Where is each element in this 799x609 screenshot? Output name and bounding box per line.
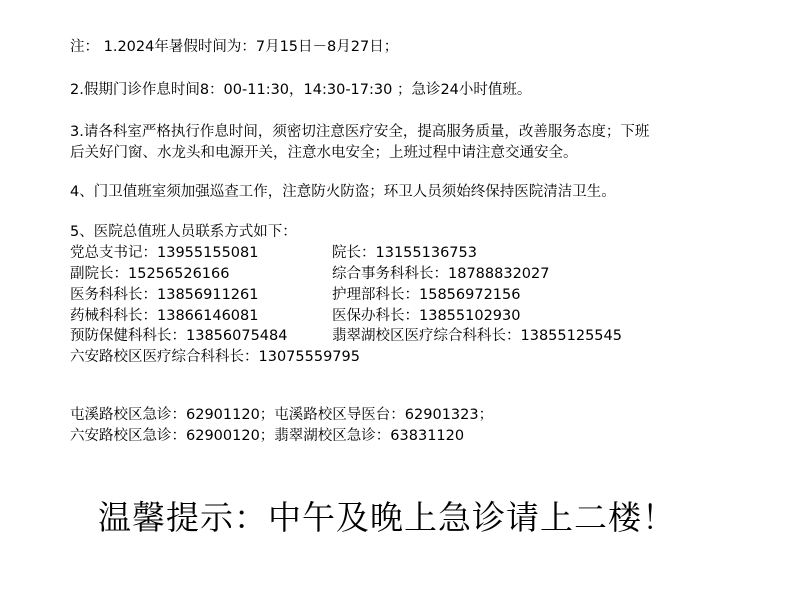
contact-nursing-chief: 护理部科长：15856972156	[332, 287, 521, 303]
contact-president: 院长：13155136753	[332, 245, 477, 261]
emergency-line-2: 六安路校区急诊：62900120；翡翠湖校区急诊：63831120	[70, 428, 465, 444]
contact-preventive-care-chief: 预防保健科科长：13856075484	[70, 328, 288, 344]
contact-feicuihu-campus-chief: 翡翠湖校区医疗综合科科长：13855125545	[332, 328, 622, 344]
contact-luan-road-campus-chief: 六安路校区医疗综合科科长：13075559795	[70, 349, 360, 365]
contact-vice-president: 副院长：15256526166	[70, 266, 230, 282]
emergency-line-1: 屯溪路校区急诊：62901120；屯溪路校区导医台：62901323；	[70, 407, 494, 423]
warm-tip-banner: 温馨提示：中午及晚上急诊请上二楼！	[98, 498, 676, 537]
note-3-line-1: 3.请各科室严格执行作息时间，须密切注意医疗安全，提高服务质量，改善服务态度；下班	[70, 124, 650, 140]
contact-pharmacy-equipment-chief: 药械科科长：13866146081	[70, 308, 259, 324]
note-1-holiday-dates: 注： 1.2024年暑假时间为：7月15日－8月27日；	[70, 39, 399, 55]
note-4-security: 4、门卫值班室须加强巡查工作，注意防火防盗；环卫人员须始终保持医院清洁卫生。	[70, 184, 616, 200]
contact-medical-affairs-chief: 医务科科长：13856911261	[70, 287, 259, 303]
contact-medical-insurance-chief: 医保办科长：13855102930	[332, 308, 521, 324]
note-2-clinic-hours: 2.假期门诊作息时间8：00-11:30，14:30-17:30 ；急诊24小时值班。	[70, 82, 532, 98]
note-3-line-2: 后关好门窗、水龙头和电源开关，注意水电安全；上班过程中请注意交通安全。	[70, 145, 578, 161]
note-5-duty-contacts-heading: 5、医院总值班人员联系方式如下：	[70, 224, 297, 240]
contact-party-secretary: 党总支书记：13955155081	[70, 245, 259, 261]
contact-general-affairs-chief: 综合事务科科长：18788832027	[332, 266, 550, 282]
